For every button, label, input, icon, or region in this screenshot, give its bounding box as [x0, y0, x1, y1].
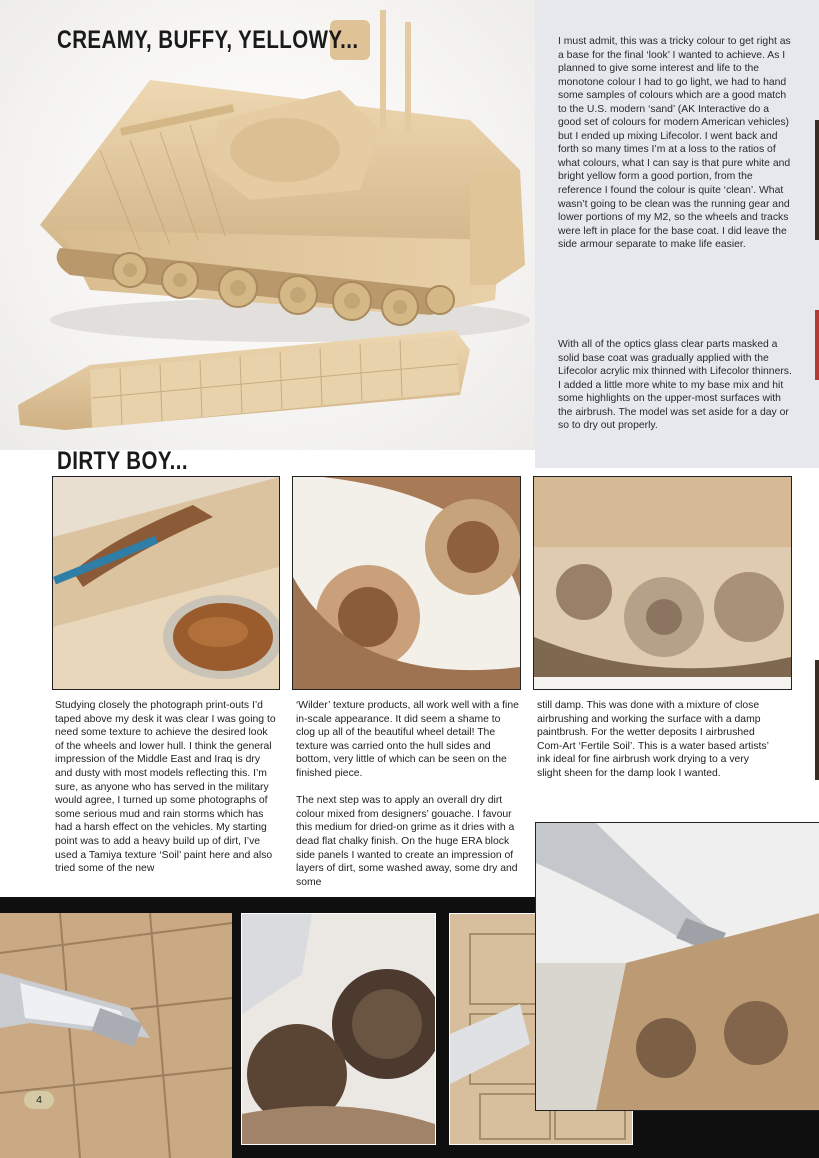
body-column-1: Studying closely the photograph print-outs I’d taped above my desk it was clear I was going to need some texture to achieve the desired look of the wheels and lower hull. I think the general impression of the Middle East and Iraq is dry and dusty with most models reflecting this. I’m sure, as anyone who has served in the military would agree, I turned up some photographs of some serious mud and rain storms which has had a harsh effect on the vehicles. My starting point was to add a heavy build up of dirt, I’ve used a Tamiya texture ‘Soil’ paint here and also tried some of the new	[55, 700, 276, 875]
edge-sliver	[815, 120, 819, 240]
photo-airbrush-on-panel	[0, 913, 232, 1158]
section-title-dirty-boy: DIRTY BOY...	[57, 447, 188, 475]
body-column-2-paragraph-1: ‘Wilder’ texture products, all work well with a fine in-scale appearance. It did seem a shame to clog up all of the beautiful wheel detail! The texture was carried onto the hull sides and bottom, very little of which can be seen on the finished piece.	[296, 700, 519, 779]
tank-illustration	[0, 0, 535, 450]
photo-road-wheels-dirt	[533, 476, 792, 690]
photo-airbrush-hull-side	[535, 822, 819, 1111]
body-column-3: still damp. This was done with a mixture of close airbrushing and working the surface with a damp paintbrush. For the wetter deposits I airbrushed Com-Art ‘Fertile Soil’. This is a water based artists’ ink ideal for fine airbrush work drying to a very slight sheen for the damp look I wanted.	[537, 700, 769, 779]
body-column-2-paragraph-2: The next step was to apply an overall dry dirt colour mixed from designers’ gouache. I favour this medium for dried-on grime as it dries with a dead flat chalky finish. On the huge ERA block side panels I wanted to create an impression of layers of dirt, some washed away, some dry and some	[296, 795, 518, 888]
edge-sliver	[815, 310, 819, 380]
section-title-base-coat: CREAMY, BUFFY, YELLOWY...	[57, 26, 359, 54]
photo-muddy-wheels-closeup	[292, 476, 521, 690]
intro-paragraph-2: With all of the optics glass clear parts masked a solid base coat was gradually applied with the Lifecolor acrylic mix thinned with Lifecolor thinners. I added a little more white to my base mix and hit some highlights on the upper-most surfaces with the airbrush. The model was set aside for a day or so to dry out properly.	[558, 339, 792, 432]
paragraph-gap	[296, 781, 520, 795]
photo-airbrush-wheels	[241, 913, 436, 1145]
intro-text-panel	[535, 0, 819, 468]
photo-texture-paint-brush	[52, 476, 280, 690]
page-number: 4	[24, 1091, 54, 1109]
edge-sliver	[815, 660, 819, 780]
hero-photo-tank-base-coat	[0, 0, 535, 450]
intro-paragraph-1: I must admit, this was a tricky colour to get right as a base for the final ‘look’ I wanted to achieve. As I planned to give some interest and life to the monotone colour I had to go light, we had to hand some samples of colours which are a good match to the U.S. modern ‘sand’ (AK Interactive do a good set of colours for modern American vehicles) but I ended up mixing Lifecolor. I went back and forth so many times I’m at a loss to the ratios of what colours, what I can say is that pure white and bright yellow form a good portion, from the reference I found the colour is quite ‘clean’. What wasn’t going to be clean was the running gear and lower portions of my M2, so the wheels and tracks were left in place for the base coat. I did leave the side armour separate to make life easier.	[558, 36, 791, 251]
body-column-2	[296, 699, 520, 889]
